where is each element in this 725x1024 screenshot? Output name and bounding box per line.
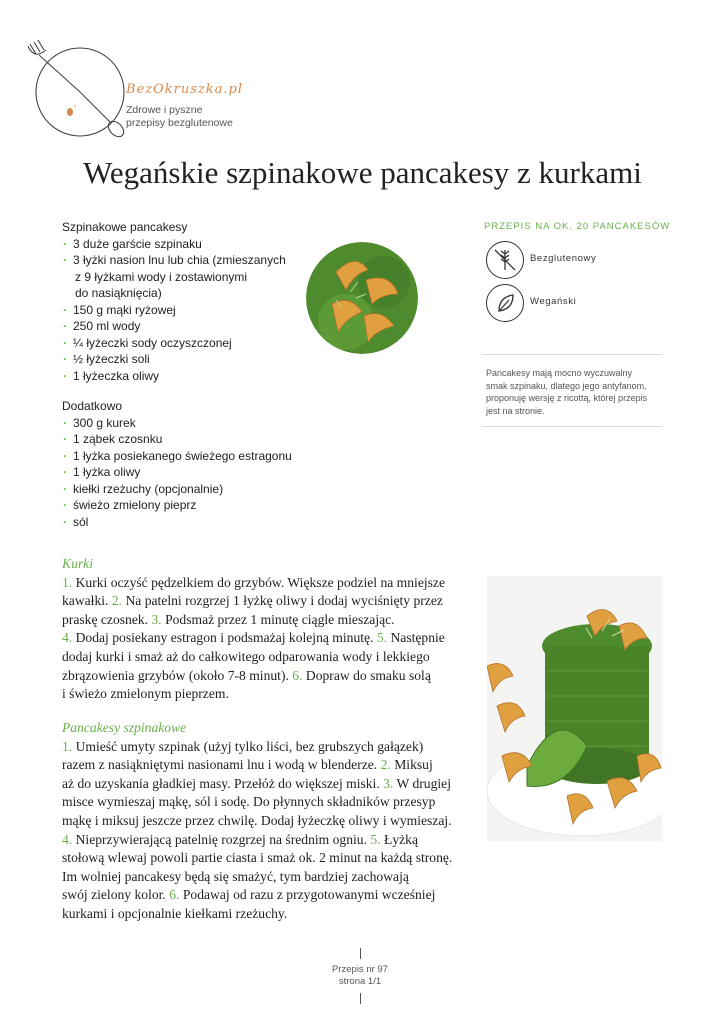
method-line: zbrązowienia grzybów (około 7-8 minut). 6. Dopraw do smaku solą bbox=[62, 667, 431, 683]
ingredients-heading: Szpinakowe pancakesy bbox=[62, 220, 188, 234]
servings-label: PRZEPIS NA OK. 20 PANCAKESÓW bbox=[484, 221, 671, 232]
method-pancakesy bbox=[62, 719, 472, 924]
ingredient-item: · 150 g mąki ryżowej bbox=[62, 302, 286, 319]
crumb-icon bbox=[67, 105, 76, 116]
ingredient-item: · ¼ łyżeczki sody oczyszczonej bbox=[62, 335, 286, 352]
ingredient-item: · 3 duże garście szpinaku bbox=[62, 236, 286, 253]
ingredient-item-continued: do nasiąknięcia) bbox=[75, 286, 162, 300]
step-number: 4. bbox=[62, 831, 73, 847]
step-number: 5. bbox=[376, 630, 388, 646]
step-number: 4. bbox=[62, 630, 73, 646]
step-number: 1. bbox=[62, 738, 73, 754]
badge-gluten-free bbox=[486, 241, 676, 281]
step-number: 5. bbox=[370, 831, 381, 847]
method-line: 4. Nieprzywierającą patelnię rozgrzej na średnim ogniu. 5. Łyżką bbox=[62, 831, 418, 847]
method-kurki bbox=[62, 555, 472, 704]
ingredient-item: · kiełki rzeżuchy (opcjonalnie) bbox=[62, 481, 292, 498]
sidebar-note: Pancakesy mają mocno wyczuwalny smak szpinaku, dlatego jego antyfanom, proponuję wersję z ricottą, której przepis jest na stronie. bbox=[486, 368, 648, 416]
badge-vegan bbox=[486, 284, 676, 324]
method-line: swój zielony kolor. 6. Podawaj od razu z przygotowanymi wcześniej bbox=[62, 887, 436, 903]
method-line: aż do uzyskania gładkiej masy. Przełóż do większej miski. 3. W drugiej bbox=[62, 775, 451, 791]
ingredient-item: · 1 łyżka posiekanego świeżego estragonu bbox=[62, 448, 292, 465]
footer-divider bbox=[360, 993, 361, 1004]
page-footer bbox=[300, 948, 420, 1004]
footer-divider bbox=[360, 948, 361, 959]
ingredient-item: · 1 łyżeczka oliwy bbox=[62, 368, 286, 385]
method-line: razem z nasiąkniętymi nasionami lnu i wodą w blenderze. 2. Miksuj bbox=[62, 757, 433, 773]
method-line: 4. Dodaj posiekany estragon i podsmażaj kolejną minutę. 5. Następnie bbox=[62, 630, 445, 646]
badge-label: Bezglutenowy bbox=[530, 253, 597, 264]
ingredient-item: · sól bbox=[62, 514, 292, 531]
ingredient-item: · świeżo zmielony pieprz bbox=[62, 497, 292, 514]
sidebar-divider bbox=[482, 354, 662, 355]
method-line: dodaj kurki i smaż aż do całkowitego odparowania wody i lekkiego bbox=[62, 648, 430, 664]
ingredient-item: · 3 łyżki nasion lnu lub chia (zmieszanych bbox=[62, 252, 286, 269]
ingredients-group-extra bbox=[62, 398, 292, 530]
sidebar-divider bbox=[482, 426, 662, 427]
method-line: kurkami i opcjonalnie kiełkami rzeżuchy. bbox=[62, 905, 288, 921]
ingredient-item-continued: z 9 łyżkami wody i zostawionymi bbox=[75, 269, 248, 284]
step-number: 6. bbox=[292, 667, 303, 683]
leaf-icon bbox=[486, 284, 524, 322]
dish-photo-stack bbox=[487, 576, 662, 841]
method-line: i świeżo zmielonym pieprzem. bbox=[62, 686, 229, 702]
recipe-title: Wegańskie szpinakowe pancakesy z kurkami bbox=[83, 155, 642, 190]
ingredient-item: · 300 g kurek bbox=[62, 415, 292, 432]
method-heading: Kurki bbox=[62, 556, 93, 571]
brand-logo bbox=[22, 40, 137, 145]
step-number: 2. bbox=[111, 593, 123, 609]
ingredient-item: · 250 ml wody bbox=[62, 318, 286, 335]
wheat-crossed-icon bbox=[486, 241, 524, 279]
ingredient-item: · ½ łyżeczki soli bbox=[62, 351, 286, 368]
method-line: mąkę i miksuj jeszcze przez chwilę. Dodaj łyżeczkę oliwy i wymieszaj. bbox=[62, 812, 452, 828]
badge-label: Wegański bbox=[530, 296, 577, 307]
ingredients-heading: Dodatkowo bbox=[62, 399, 123, 413]
page-number: strona 1/1 bbox=[338, 976, 382, 987]
method-line: 1. Kurki oczyść pędzelkiem do grzybów. Większe podziel na mniejsze bbox=[62, 574, 445, 590]
ingredient-item: · 1 łyżka oliwy bbox=[62, 464, 292, 481]
fork-icon bbox=[28, 40, 80, 92]
step-number: 3. bbox=[383, 775, 394, 791]
recipe-number: Przepis nr 97 bbox=[332, 964, 388, 975]
step-number: 2. bbox=[380, 757, 391, 773]
spoon-icon bbox=[80, 92, 127, 140]
step-number: 6. bbox=[169, 887, 180, 903]
method-line: praskę czosnek. 3. Podsmaż przez 1 minutę ciągle mieszając. bbox=[62, 611, 395, 627]
ingredient-item: · 1 ząbek czosnku bbox=[62, 431, 292, 448]
method-line: Im wolniej pancakesy będą się smażyć, tym bardziej zachowają bbox=[62, 868, 409, 884]
brand-name: BezOkruszka.pl bbox=[126, 82, 243, 97]
dish-photo-round bbox=[306, 242, 418, 354]
method-line: misce wymieszaj mąkę, sól i sodę. Do płynnych składników przesyp bbox=[62, 794, 436, 810]
method-line: stołową wlewaj powoli partie ciasta i smaż ok. 2 minut na każdą stronę. bbox=[62, 850, 453, 866]
method-heading: Pancakesy szpinakowe bbox=[62, 720, 187, 735]
brand-tagline: Zdrowe i pyszne przepisy bezglutenowe bbox=[126, 104, 233, 129]
method-line: kawałki. 2. Na patelni rozgrzej 1 łyżkę oliwy i dodaj wyciśnięty przez bbox=[62, 593, 443, 609]
step-number: 1. bbox=[62, 574, 73, 590]
step-number: 3. bbox=[151, 611, 162, 627]
ingredients-group-pancakes bbox=[62, 219, 286, 384]
method-line: 1. Umieść umyty szpinak (użyj tylko liści, bez grubszych gałązek) bbox=[62, 738, 424, 754]
